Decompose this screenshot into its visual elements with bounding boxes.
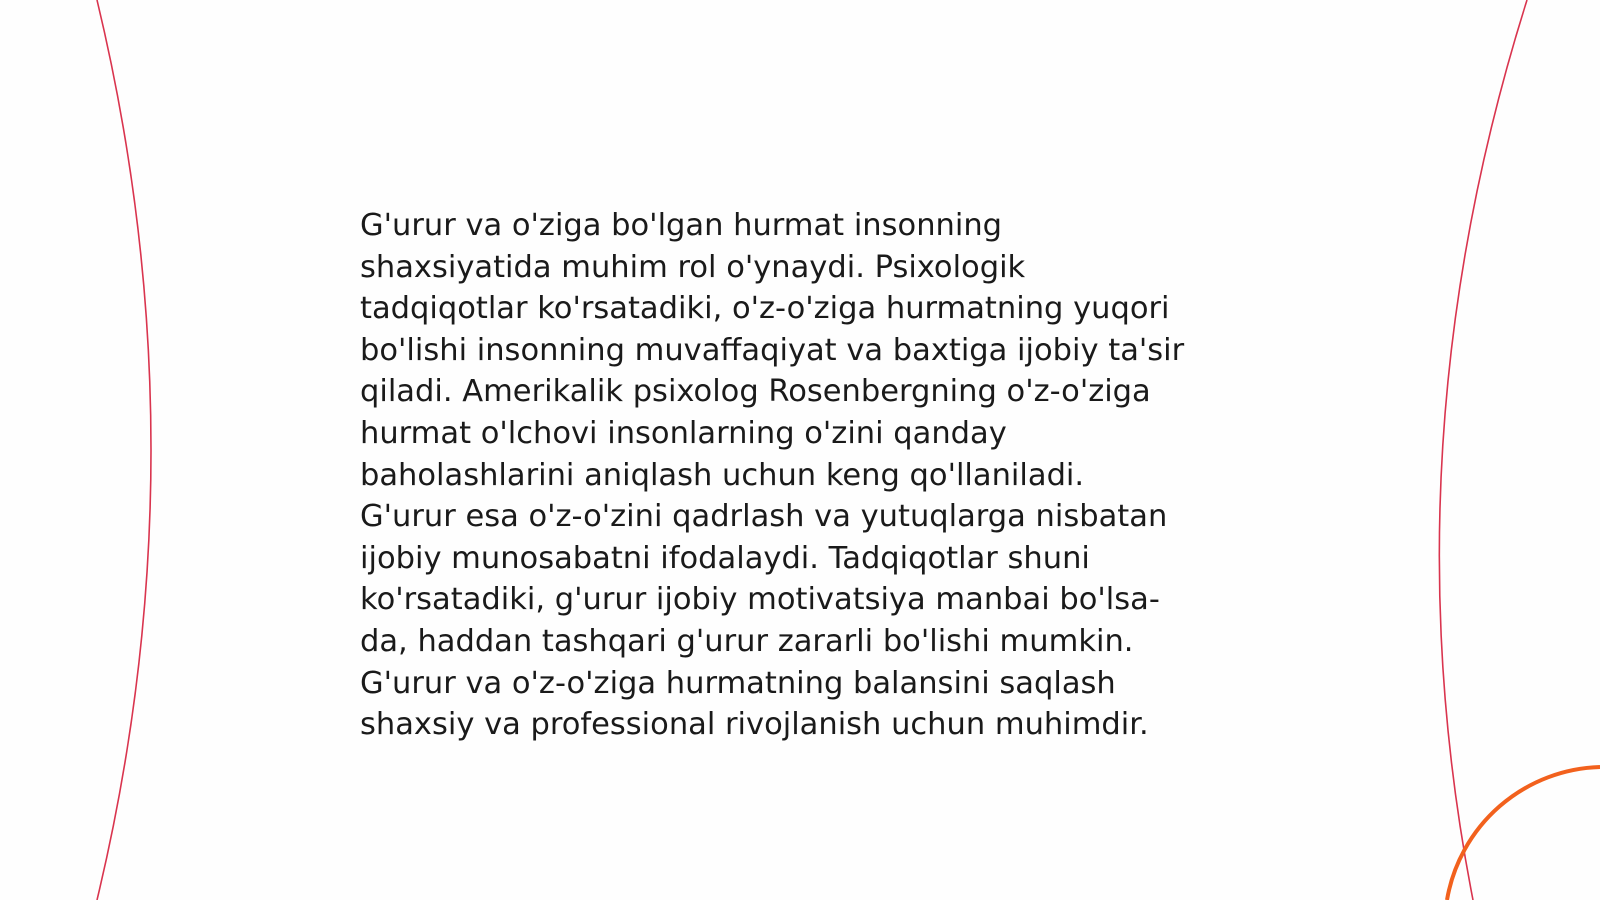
body-paragraph	[360, 205, 1240, 746]
paragraph-line: shaxsiy va professional rivojlanish uchun muhimdir.	[360, 707, 1149, 743]
paragraph-line: baholashlarini aniqlash uchun keng qo'llaniladi.	[360, 457, 1085, 493]
paragraph-line: G'urur va o'ziga bo'lgan hurmat insonning	[360, 208, 1003, 243]
paragraph-line: qiladi. Amerikalik psixolog Rosenbergning o'z-o'ziga	[360, 374, 1151, 410]
right-curve-line	[1439, 0, 1527, 900]
paragraph-line: da, haddan tashqari g'urur zararli bo'lishi mumkin.	[360, 623, 1134, 659]
left-curve-line	[97, 0, 151, 900]
paragraph-line: ko'rsatadiki, g'urur ijobiy motivatsiya manbai bo'lsa-	[360, 582, 1160, 618]
paragraph-line: bo'lishi insonning muvaffaqiyat va baxtiga ijobiy ta'sir	[360, 332, 1185, 368]
paragraph-line: shaxsiyatida muhim rol o'ynaydi. Psixologik	[360, 249, 1026, 285]
paragraph-line: G'urur va o'z-o'ziga hurmatning balansini saqlash	[360, 665, 1116, 701]
paragraph-line: G'urur esa o'z-o'zini qadrlash va yutuqlarga nisbatan	[360, 499, 1168, 535]
paragraph-line: ijobiy munosabatni ifodalaydi. Tadqiqotlar shuni	[360, 540, 1090, 576]
paragraph-line: hurmat o'lchovi insonlarning o'zini qanday	[360, 415, 1007, 451]
paragraph-line: tadqiqotlar ko'rsatadiki, o'z-o'ziga hurmatning yuqori	[360, 291, 1170, 327]
